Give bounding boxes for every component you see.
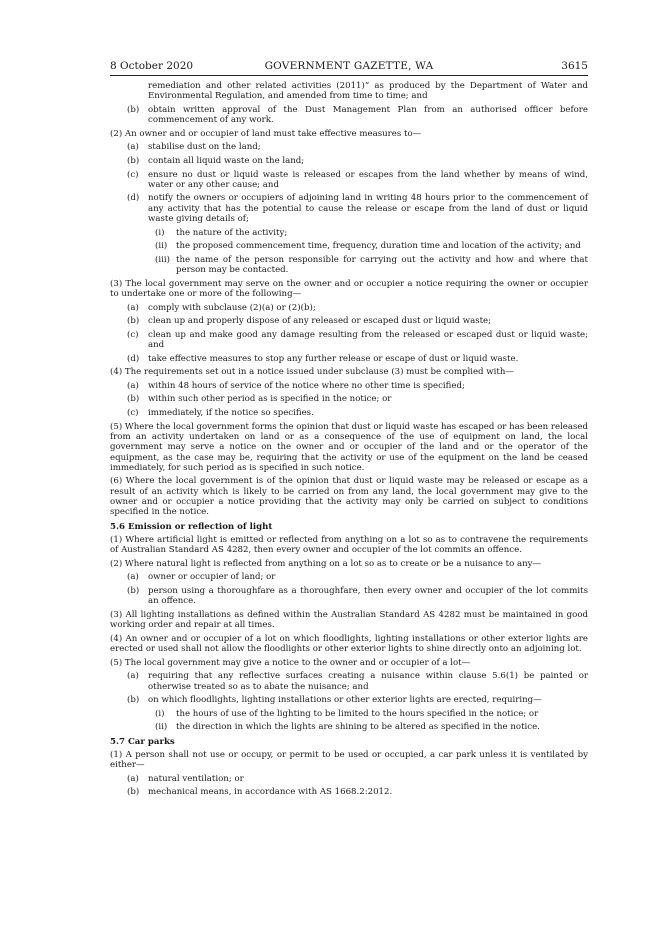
header-date: 8 October 2020 [110,60,194,72]
list-marker: (d) [127,193,140,204]
block-text: (1) Where artificial light is emitted or reflected from anything on a lot so as to contravene the requirements of Australian Standard AS 4282, then every owner and occupier of the lot commits an offence. [110,534,588,556]
list-item [127,586,588,607]
header-page-number: 3615 [561,60,588,72]
list-marker: (c) [127,329,139,340]
list-item [127,104,588,126]
paragraph [110,634,588,655]
block-text: on which floodlights, lighting installations or other exterior lights are erected, requiring— [148,695,542,706]
paragraph [110,535,588,556]
list-item [127,695,588,706]
list-marker: (b) [127,104,140,115]
paragraph [110,610,588,631]
block-text: (4) An owner and or occupier of a lot on which floodlights, lighting installations or other exterior lights are erected or used shall not allow the floodlights or other exterior lights to shine directly onto an adjoining lot. [110,633,588,655]
block-text: (2) Where natural light is reflected from anything on a lot so as to create or be a nuisance to any— [110,558,542,569]
list-item [127,572,588,583]
page-header [110,60,588,76]
paragraph [110,129,588,139]
list-marker: (b) [127,394,140,405]
list-marker: (a) [127,671,139,682]
list-marker: (i) [155,227,165,238]
list-item [155,241,588,252]
list-item [155,708,588,719]
block-text: the name of the person responsible for carrying out the activity and how and where that person may be contacted. [176,254,588,276]
paragraph [110,367,588,377]
block-text: take effective measures to stop any further release or escape of dust or liquid waste. [148,353,519,364]
block-text: requiring that any reflective surfaces creating a nuisance within clause 5.6(1) be painted or otherwise treated so as to abate the nuisance; and [148,671,588,692]
block-text: (6) Where the local government is of the opinion that dust or liquid waste may be released or escape as a result of an activity which is likely to be carried on from any land, the local government may give to the owner and or occupier a notice providing that the activity may only be carried on subject to conditions specified in the notice. [110,476,588,518]
block-text: obtain written approval of the Dust Management Plan from an authorised officer before commencement of any work. [148,104,588,126]
list-item [127,169,588,191]
block-text: (3) All lighting installations as defined within the Australian Standard AS 4282 must be maintained in good working order and repair at all times. [110,609,588,631]
block-text: clean up and make good any damage resulting from the released or escaped dust or liquid waste; and [148,329,588,351]
list-item [127,671,588,692]
block-text: 5.6 Emission or reflection of light [110,521,273,532]
block-text: person using a thoroughfare as a thoroughfare, then every owner and occupier of the lot commits an offence. [148,586,588,607]
list-marker: (a) [127,773,139,784]
header-rule [110,75,588,76]
block-text: (3) The local government may serve on the owner and or occupier a notice requiring the owner or occupier to undertake one or more of the following— [110,278,588,300]
list-item [127,329,588,351]
block-text: the nature of the activity; [176,227,288,238]
list-marker: (iii) [155,254,170,265]
list-marker: (a) [127,302,139,313]
block-text: the proposed commencement time, frequency, duration time and location of the activity; and [176,241,581,252]
paragraph [110,476,588,517]
list-item [127,316,588,327]
list-marker: (a) [127,142,139,153]
paragraph [110,422,588,473]
paragraph [110,658,588,668]
block-text: mechanical means, in accordance with AS 1668.2:2012. [148,787,393,798]
list-item [155,722,588,733]
block-text: 5.7 Car parks [110,736,175,747]
list-marker: (b) [127,155,140,166]
list-marker: (b) [127,787,140,798]
block-text: ensure no dust or liquid waste is released or escapes from the land whether by means of wind, water or any other cause; and [148,169,588,190]
section-heading [110,522,588,532]
list-marker: (a) [127,572,139,583]
block-text: the direction in which the lights are shining to be altered as specified in the notice. [176,722,540,733]
block-text: (5) Where the local government forms the opinion that dust or liquid waste has escaped or has been released from an activity undertaken on land or as a consequence of the use of equipment on land, the local government may serve a notice on the owner and or occupier of the land and or the operator of the equipment, as the case may be, requiring that the activity or use of the equipment on the land be ceased immediately, for such period as is specified in such notice. [110,421,588,473]
list-item [155,227,588,238]
list-item [127,380,588,391]
list-marker: (ii) [155,241,168,252]
block-text: (1) A person shall not use or occupy, or permit to be used or occupied, a car park unless it is ventilated by either— [110,749,588,771]
list-item [127,353,588,364]
list-marker: (c) [127,169,139,180]
list-item [127,193,588,225]
list-item [127,155,588,166]
list-item [127,302,588,313]
list-marker: (c) [127,408,139,419]
block-text: within such other period as is specified in the notice; or [148,394,392,405]
block-text: (5) The local government may give a notice to the owner and or occupier of a lot— [110,657,471,668]
continued-paragraph [148,81,588,102]
block-text: immediately, if the notice so specifies. [148,408,314,419]
block-text: contain all liquid waste on the land; [148,155,305,166]
list-marker: (b) [127,586,140,596]
block-text: natural ventilation; or [148,773,244,784]
block-text: within 48 hours of service of the notice where no other time is specified; [148,380,465,391]
list-item [127,394,588,405]
block-text: clean up and properly dispose of any released or escaped dust or liquid waste; [148,316,492,327]
list-marker: (a) [127,380,139,391]
block-text: comply with subclause (2)(a) or (2)(b); [148,302,316,313]
paragraph [110,750,588,771]
section-heading [110,737,588,747]
block-text: (4) The requirements set out in a notice issued under subclause (3) must be complied with— [110,367,514,378]
list-item [127,142,588,153]
list-marker: (d) [127,353,140,364]
block-text: (2) An owner and or occupier of land must take effective measures to— [110,128,422,139]
list-marker: (i) [155,708,165,719]
block-text: notify the owners or occupiers of adjoining land in writing 48 hours prior to the commencement of any activity that has the potential to cause the release or escape from the land of dust or liquid waste giving details of; [148,193,588,225]
header-title: GOVERNMENT GAZETTE, WA [264,60,434,72]
list-item [127,773,588,784]
block-text: stabilise dust on the land; [148,142,261,153]
list-marker: (b) [127,316,140,327]
paragraph [110,559,588,569]
list-item [155,254,588,276]
block-text: the hours of use of the lighting to be limited to the hours specified in the notice; or [176,708,539,719]
list-item [127,408,588,419]
list-marker: (ii) [155,722,168,733]
list-marker: (b) [127,695,140,706]
list-item [127,787,588,798]
document-body [110,81,588,801]
block-text: remediation and other related activities (2011)” as produced by the Department of Water and Environmental Regulation, and amended from time to time; and [148,81,588,102]
block-text: owner or occupier of land; or [148,572,276,583]
paragraph [110,279,588,300]
